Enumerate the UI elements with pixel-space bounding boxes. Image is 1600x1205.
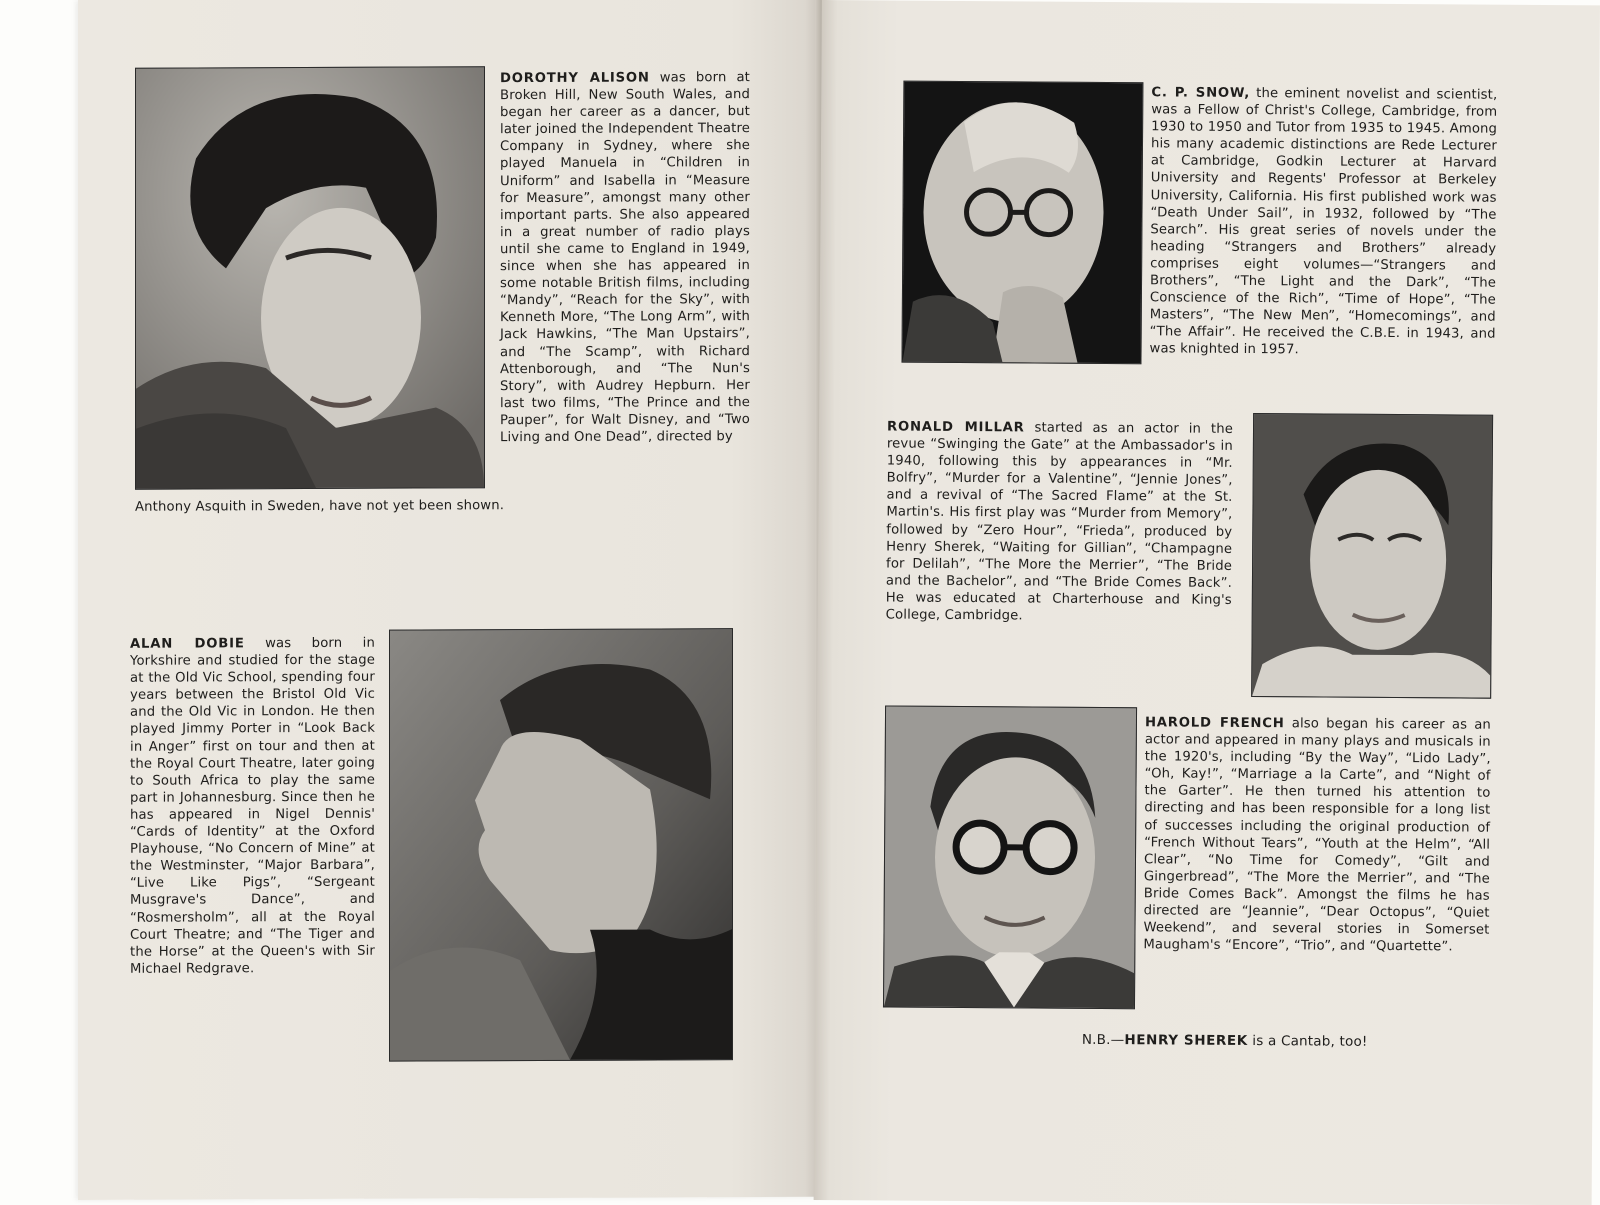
left-page [78,0,820,1200]
bio-dorothy-alison [500,69,750,446]
bio-cp-snow [1150,84,1498,360]
footnote-name: HENRY SHEREK [1124,1032,1248,1049]
right-page [814,0,1600,1205]
bio-harold-french [1143,714,1491,956]
photo-dorothy-alison [135,66,485,490]
photo-cp-snow [901,81,1143,365]
photo-ronald-millar [1251,413,1493,699]
footnote-suffix: is a Cantab, too! [1247,1032,1368,1050]
bio-text: also began his career as an actor and appeared in many plays and musicals in the 1920's, including “By the Way”, “Lido Lady”, “Oh, Kay!”, “Marriage a la Carte”, and “Night of the Garter”. He then turned his attention to directing and has been responsible for a long list of successes including the original production of “French Without Tears”, “Youth at the Helm”, “All Clear”, “No Time for Comedy”, “Gilt and Gingerbread”, “The More the Merrier”, and “The Bride Comes Back”. Amongst the films he has directed are “Jeannie”, “Dear Octopus”, “Quiet Weekend”, and several stories in Somerset Maugham's “Encore”, “Trio”, and “Quartette”. [1143,716,1492,955]
bio-ronald-millar [886,418,1233,626]
bio-text: the eminent novelist and scientist, was a Fellow of Christ's College, Cambridge, from 1930 to 1950 and Tutor from 1935 to 1945. Among his many academic distinctions are Rede Lecturer at Cambridge, Godkin Lecturer at Harvard University and Regents' Professor at Berkeley University, California. His first published work was “Death Under Sail”, in 1932, followed by “The Search”. His great series of novels under the heading “Strangers and Brothers” already comprises eight volumes—“Strangers and Brothers”, “The Light and the Dark”, “The Conscience of the Rich”, “Time of Hope”, “The Masters”, “The New Men”, “Homecomings”, and “The Affair”. He received the C.B.E. in 1943, and was knighted in 1957. [1149,86,1498,358]
bio-text: started as an actor in the revue “Swinging the Gate” at the Ambassador's in 1940, following this by appearances in “Mr. Bolfry”, “Murder for a Valentine”, “Jennie Jones”, and a revival of “The Sacred Flame” at the St. Martin's. His first play was “Murder from Memory”, followed by “Zero Hour”, “Frieda”, produced by Henry Sherek, “Waiting for Gillian”, “Champagne for Delilah”, “The More the Merrier”, “The Bride and the Bachelor”, and “The Bride Comes Back”. He was educated at Charterhouse and King's College, Cambridge. [885,420,1234,624]
photo-harold-french [883,705,1137,1009]
bio-dorothy-alison-tail [135,496,750,516]
photo-alan-dobie [389,628,733,1062]
bio-text: was born at Broken Hill, New South Wales, and began her career as a dancer, but later joined the Independent Theatre Company in Sydney, where she played Manuela in “Children in Uniform” and Isabella in “Measure for Measure”, amongst many other important parts. She also appeared in a great number of radio plays until she came to England in 1949, since when she has appeared in some notable British films, including “Mandy”, “Reach for the Sky”, with Kenneth More, “The Long Arm”, with Jack Hawkins, “The Man Upstairs”, and “The Scamp”, with Richard Attenborough, and “The Nun's Story”, with Audrey Hepburn. Her last two films, “The Prince and the Pauper”, for Walt Disney, and “Two Living and One Dead”, directed by [500,70,750,446]
bio-text: was born in Yorkshire and studied for the stage at the Old Vic School, spending four years between the Bristol Old Vic and the Old Vic in London. He then played Jimmy Porter in “Look Back in Anger” first on tour and then at the Royal Court Theatre, later going to South Africa to play the same part in Johannesburg. Since then he has appeared in Nigel Dennis' “Cards of Identity” at the Oxford Playhouse, “No Concern of Mine” at the Westminster, “Major Barbara”, “Live Like Pigs”, “Sergeant Musgrave's Dance”, and “Rosmersholm”, all at the Royal Court Theatre; and “The Tiger and the Horse” at the Queen's with Sir Michael Redgrave. [130,635,376,977]
bio-name: HAROLD FRENCH [1144,715,1285,732]
bio-name: RONALD MILLAR [886,419,1025,436]
bio-name: DOROTHY ALISON [500,70,650,87]
bio-name: C. P. SNOW, [1151,85,1251,101]
bio-text-tail: Anthony Asquith in Sweden, have not yet been shown. [135,498,505,515]
footnote-prefix: N.B.— [1081,1031,1125,1049]
footnote [1015,1031,1435,1050]
bio-alan-dobie [130,635,375,978]
bio-name: ALAN DOBIE [130,636,245,652]
